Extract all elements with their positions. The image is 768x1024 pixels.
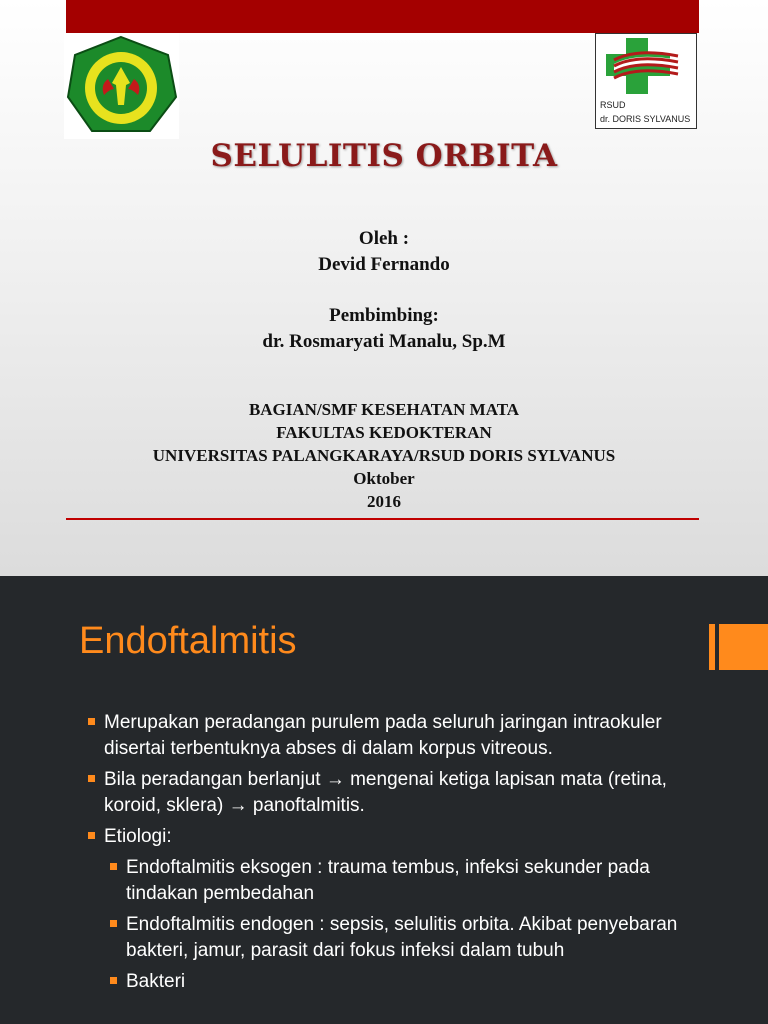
slide-heading: Endoftalmitis	[79, 620, 297, 662]
university-logo	[64, 33, 179, 139]
bullet-text: Bila peradangan berlanjut → mengenai ketiga lapisan mata (retina, koroid, sklera) → panoftalmitis.	[104, 769, 667, 816]
by-label: Oleh :	[358, 228, 410, 249]
bullet-text: Etiologi:	[104, 826, 172, 847]
sub-list-item	[110, 969, 688, 995]
hospital-logo-line1: RSUD	[600, 100, 626, 110]
bullet-square-icon	[110, 920, 117, 927]
faculty: FAKULTAS KEDOKTERAN	[276, 423, 492, 442]
bullet-square-icon	[110, 863, 117, 870]
sub-bullet-text: Endoftalmitis eksogen : trauma tembus, infeksi sekunder pada tindakan pembedahan	[126, 857, 650, 904]
bullet-square-icon	[88, 832, 95, 839]
department: BAGIAN/SMF KESEHATAN MATA	[248, 400, 520, 419]
author-name: Devid Fernando	[318, 254, 450, 275]
slide-title: SELULITIS ORBITA	[210, 138, 558, 174]
bullet-square-icon	[110, 977, 117, 984]
university: UNIVERSITAS PALANGKARAYA/RSUD DORIS SYLVANUS	[152, 446, 616, 465]
accent-bar-thick	[719, 624, 768, 670]
sub-bullet-text: Bakteri	[126, 971, 186, 992]
divider-line	[66, 518, 699, 520]
list-item	[88, 767, 688, 819]
bullet-square-icon	[88, 775, 95, 782]
list-item	[88, 824, 688, 850]
hospital-logo-line2: dr. DORIS SYLVANUS	[600, 114, 691, 124]
year: 2016	[367, 492, 401, 511]
month: Oktober	[353, 469, 415, 488]
supervisor-name: dr. Rosmaryati Manalu, Sp.M	[262, 331, 506, 352]
accent-bar-thin	[709, 624, 715, 670]
top-red-bar	[66, 0, 699, 33]
supervisor-label: Pembimbing:	[329, 305, 439, 326]
bullet-square-icon	[88, 718, 95, 725]
bullet-list	[88, 710, 688, 1000]
sub-list-item	[110, 855, 688, 907]
bullet-text: Merupakan peradangan purulem pada seluruh jaringan intraokuler disertai terbentuknya abses di dalam korpus vitreous.	[104, 712, 662, 759]
hospital-logo	[595, 33, 697, 129]
sub-list-item	[110, 912, 688, 964]
list-item	[88, 710, 688, 762]
sub-bullet-text: Endoftalmitis endogen : sepsis, selulitis orbita. Akibat penyebaran bakteri, jamur, parasit dari fokus infeksi dalam tubuh	[126, 914, 678, 961]
content-slide	[0, 576, 768, 1024]
